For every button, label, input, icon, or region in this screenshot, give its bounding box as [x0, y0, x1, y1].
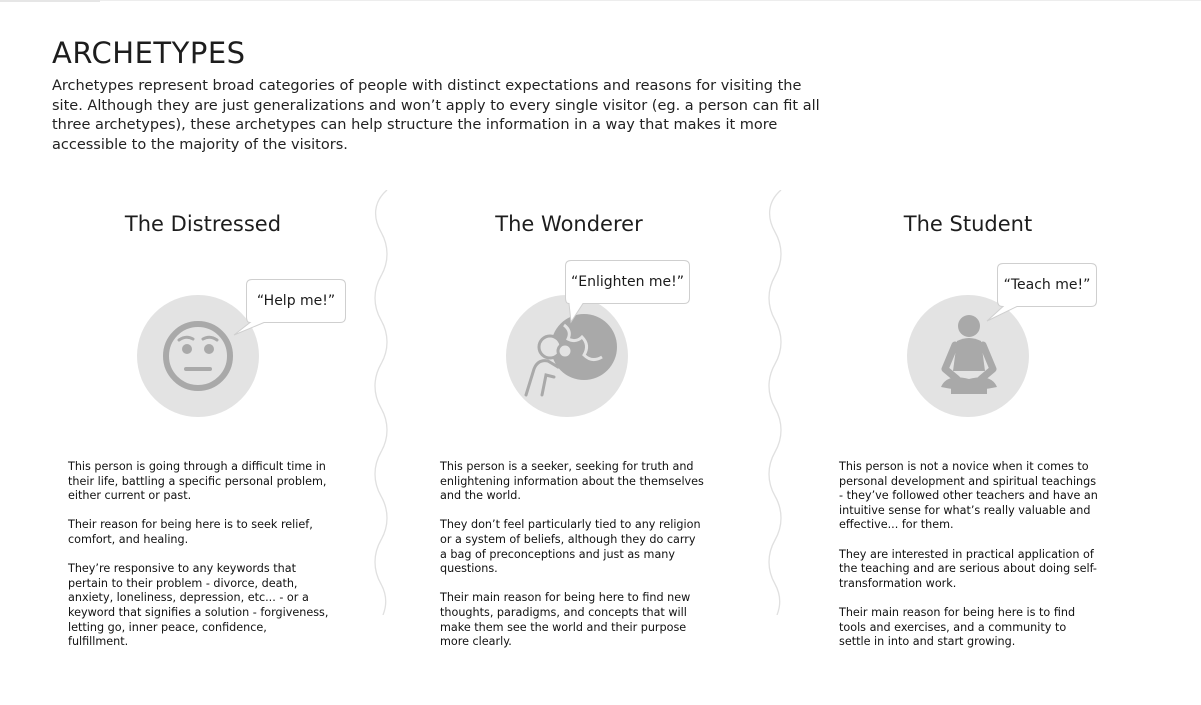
description-paragraph: They don’t feel particularly tied to any religion or a system of beliefs, although they do carry a bag of preconceptions and just as many questions. [440, 518, 701, 576]
archetype-title: The Wonderer [495, 212, 643, 236]
intro-paragraph: Archetypes represent broad categories of people with distinct expectations and reasons for visiting the site. Although they are just generalizations and won’t apply to every single visitor (eg. a person can fit all three archetypes), these archetypes can help structure the information in a way that makes it more accessible to the majority of the visitors. [52, 78, 820, 153]
speech-bubble [246, 279, 346, 323]
archetype-title: The Student [903, 212, 1033, 236]
bubble-quote: “Enlighten me!” [570, 274, 685, 290]
speech-bubble [565, 260, 690, 304]
description-paragraph: This person is going through a difficult time in their life, battling a specific personal problem, either current or past. [68, 460, 327, 503]
archetype-avatar [137, 295, 259, 417]
description-paragraph: This person is not a novice when it comes to personal development and spiritual teachings - they’ve followed other teachers and have an intuitive sense for what’s really valuable and effective... for them. [839, 460, 1098, 532]
description-paragraph: They’re responsive to any keywords that pertain to their problem - divorce, death, anxiety, loneliness, depression, etc... - or a keyword that signifies a solution - forgiveness, letting go, inner peace, confidence, fulfillment. [68, 562, 329, 649]
description-paragraph: Their reason for being here is to seek relief, comfort, and healing. [68, 518, 313, 546]
archetype-description [68, 460, 330, 664]
bubble-quote: “Help me!” [256, 293, 336, 309]
description-paragraph: They are interested in practical application of the teaching and are serious about doing self-transformation work. [839, 547, 1097, 590]
bubble-quote: “Teach me!” [1003, 277, 1091, 293]
neutral-face-icon [137, 295, 259, 417]
description-paragraph: This person is a seeker, seeking for truth and enlightening information about the themselves and the world. [440, 460, 704, 503]
wavy-divider-1 [367, 190, 395, 615]
description-paragraph: Their main reason for being here is to find tools and exercises, and a community to settle in into and start growing. [839, 605, 1076, 649]
archetype-title: The Distressed [124, 212, 282, 236]
top-rule [0, 0, 1201, 1]
speech-bubble [997, 263, 1097, 307]
wavy-divider-2 [761, 190, 789, 615]
archetype-description [839, 460, 1101, 664]
description-paragraph: Their main reason for being here to find new thoughts, paradigms, and concepts that will make them see the world and their purpose more clearly. [440, 591, 691, 649]
page-title: ARCHETYPES [52, 36, 246, 70]
archetype-description [440, 460, 705, 664]
top-rule-accent [0, 0, 100, 2]
